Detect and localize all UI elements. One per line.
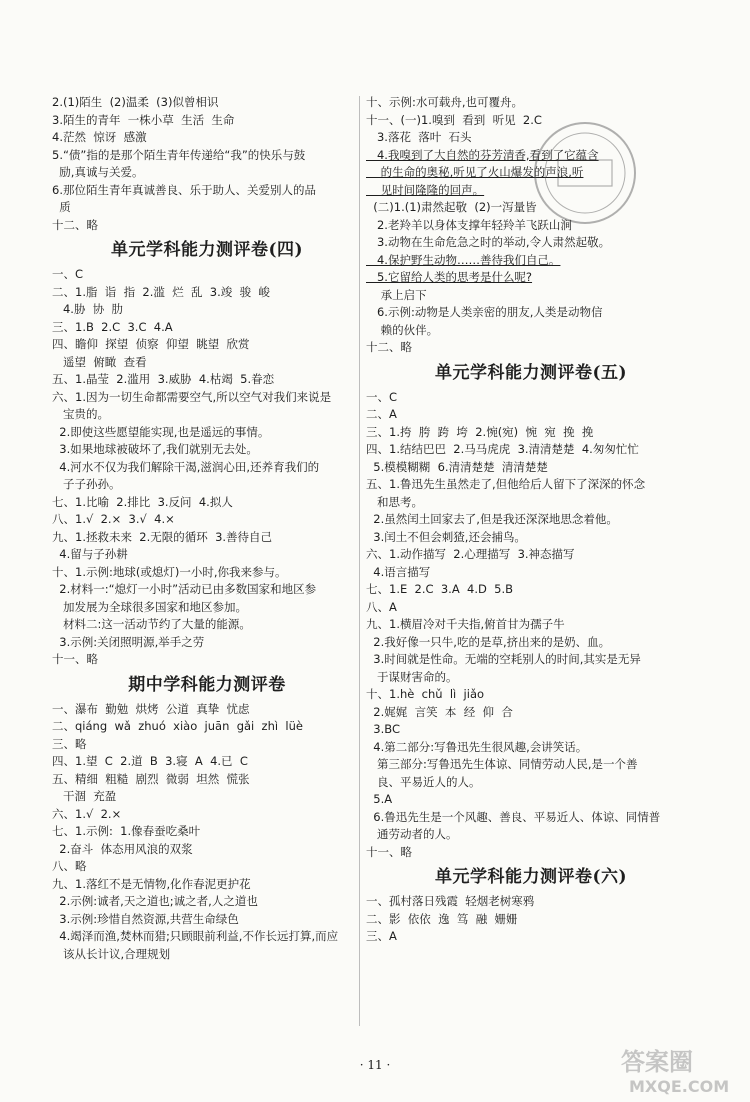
- answer-line: 十一、略: [52, 652, 98, 666]
- answer-line: 一、C: [366, 389, 398, 404]
- answer-line: 见时间隆隆的回声。: [366, 182, 485, 197]
- answer-line: 3.时间就是性命。无端的空耗别人的时间,其实是无异: [366, 652, 641, 666]
- answer-line: 6.那位陌生青年真诚善良、乐于助人、关爱别人的品: [52, 182, 316, 197]
- answer-line: 二、A: [366, 407, 397, 421]
- answer-line: 十、1.hè chǔ lì jiǎo: [366, 687, 485, 701]
- answer-line: 4.语言描写: [366, 564, 431, 579]
- answer-line: 的生命的奥秘,听见了火山爆发的声浪,听: [366, 165, 584, 179]
- answer-line: 遥望 俯瞰 查看: [52, 354, 147, 369]
- answer-line: 子子孙孙。: [52, 477, 121, 491]
- answer-line: 八、A: [366, 599, 397, 614]
- section-title: 单元学科能力测评卷(六): [434, 867, 628, 887]
- answer-line: 3.BC: [366, 722, 401, 736]
- answer-line: 质: [52, 200, 71, 214]
- answer-line: 3.闰土不但会刺猹,还会捕鸟。: [366, 529, 526, 544]
- answer-line: 十、示例:水可载舟,也可覆舟。: [366, 95, 524, 109]
- answer-line: 五、1.鲁迅先生虽然走了,但他给后人留下了深深的怀念: [366, 477, 646, 491]
- answer-line: 十、1.示例:地球(或熄灯)一小时,你我来参与。: [52, 564, 287, 579]
- answer-line: 十二、略: [366, 340, 412, 354]
- answer-line: 3.落花 落叶 石头: [366, 130, 472, 144]
- answer-line: 4.保护野生动物……善待我们自己。: [366, 252, 561, 267]
- left-column: [52, 94, 362, 963]
- answer-line: 四、1.结结巴巴 2.马马虎虎 3.清清楚楚 4.匆匆忙忙: [366, 442, 639, 456]
- answer-line: 4.竭泽而渔,焚林而猎;只顾眼前利益,不作长远打算,而应: [52, 929, 339, 943]
- answer-line: 2.老羚羊以身体支撑年轻羚羊飞跃山涧: [366, 217, 572, 232]
- section-title: 单元学科能力测评卷(四): [110, 240, 304, 260]
- library-stamp: [530, 118, 640, 228]
- answer-line: 2.我好像一只牛,吃的是草,挤出来的是奶、血。: [366, 634, 611, 649]
- answer-line: 七、1.E 2.C 3.A 4.D 5.B: [366, 582, 514, 596]
- answer-line: 承上启下: [366, 287, 427, 302]
- answer-line: 4.胁 协 肋: [52, 302, 124, 316]
- answer-line: 三、A: [366, 929, 397, 943]
- answer-line: 2.奋斗 体态用风浪的双浆: [52, 841, 193, 856]
- answer-line: 宝贵的。: [52, 407, 109, 421]
- answer-line: 三、略: [52, 736, 87, 751]
- answer-line: 通劳动者的人。: [366, 827, 458, 841]
- answer-line: 赖的伙伴。: [366, 322, 439, 337]
- answer-line: 2.示例:诚者,天之道也;诚之者,人之道也: [52, 894, 258, 908]
- answer-line: 一、瀑布 勤勉 烘烤 公道 真挚 忧虑: [52, 701, 250, 716]
- answer-line: 励,真诚与关爱。: [52, 165, 144, 179]
- answer-line: 5.“债”指的是那个陌生青年传递给“我”的快乐与鼓: [52, 147, 306, 162]
- answer-line: 七、1.示例: 1.像春蚕吃桑叶: [52, 824, 201, 838]
- answer-line: 4.留与子孙耕: [52, 547, 128, 561]
- answer-line: 6.鲁迅先生是一个风趣、善良、平易近人、体谅、同情普: [366, 809, 661, 824]
- answer-line: 5.模模糊糊 6.清清楚楚 清清楚楚: [366, 459, 548, 474]
- answer-line: 3.陌生的青年 一株小草 生活 生命: [52, 112, 235, 127]
- answer-line: 六、1.√ 2.×: [52, 806, 122, 821]
- answer-line: 十二、略: [52, 217, 98, 232]
- answer-line: 5.它留给人类的思考是什么呢?: [366, 270, 533, 284]
- answer-line: 四、瞻仰 探望 侦察 仰望 眺望 欣赏: [52, 337, 250, 351]
- answer-line: 三、1.B 2.C 3.C 4.A: [52, 319, 173, 334]
- answer-line: 2.(1)陌生 (2)温柔 (3)似曾相识: [52, 95, 219, 109]
- answer-line: 九、1.落红不是无情物,化作春泥更护花: [52, 876, 251, 891]
- answer-line: 三、1.挎 胯 跨 垮 2.惋(宛) 惋 宛 挽 挽: [366, 424, 594, 439]
- answer-line: 4.第二部分:写鲁迅先生很风趣,会讲笑话。: [366, 739, 588, 754]
- answer-line: 2.即使这些愿望能实现,也是遥远的事情。: [52, 424, 270, 439]
- answer-line: 二、qiáng wǎ zhuó xiào juān gǎi zhì lüè: [52, 719, 303, 733]
- answer-line: 十一、略: [366, 844, 412, 859]
- page-number: · 11 ·: [359, 1058, 391, 1072]
- section-title: 单元学科能力测评卷(五): [434, 362, 628, 383]
- answer-line: 二、1.脂 诣 指 2.滥 烂 乱 3.竣 骏 峻: [52, 284, 270, 299]
- answer-line: 一、C: [52, 267, 84, 281]
- answer-line: 4.我嗅到了大自然的芬芳清香,看到了它蕴含: [366, 147, 599, 162]
- answer-line: 2.虽然闰土回家去了,但是我还深深地思念着他。: [366, 512, 618, 526]
- answer-line: 九、1.横眉冷对千夫指,俯首甘为孺子牛: [366, 617, 565, 631]
- answer-line: 3.示例:关闭照明源,举手之劳: [52, 634, 205, 649]
- answer-line: 5.A: [366, 792, 393, 806]
- answer-line: 3.如果地球被破坏了,我们就别无去处。: [52, 442, 258, 456]
- answer-line: 该从长计议,合理规划: [52, 946, 171, 961]
- watermark-logo: 答案圈: [621, 1048, 693, 1076]
- answer-line: 一、孤村落日残霞 轻烟老树寒鸦: [366, 894, 535, 908]
- answer-line: 和思考。: [366, 494, 423, 509]
- answer-line: 七、1.比喻 2.排比 3.反问 4.拟人: [52, 494, 233, 509]
- answer-line: 6.示例:动物是人类亲密的朋友,人类是动物信: [366, 305, 603, 319]
- answer-line: 八、1.√ 2.× 3.√ 4.×: [52, 512, 175, 526]
- answer-line: 九、1.拯救未来 2.无限的循环 3.善待自己: [52, 529, 273, 544]
- watermark-url: MXQE.COM: [629, 1077, 730, 1096]
- answer-line: 4.河水不仅为我们解除干渴,滋润心田,还养育我们的: [52, 459, 320, 474]
- answer-line: 3.示例:珍惜自然资源,共营生命绿色: [52, 911, 239, 926]
- site-watermark: [615, 1040, 745, 1096]
- answer-line: 四、1.望 C 2.道 B 3.寝 A 4.已 C: [52, 754, 248, 768]
- answer-line: 八、略: [52, 859, 87, 873]
- answer-line: 4.茫然 惊讶 感激: [52, 130, 147, 144]
- answer-line: 六、1.动作描写 2.心理描写 3.神态描写: [366, 547, 575, 561]
- answer-line: 第三部分:写鲁迅先生体谅、同情劳动人民,是一个善: [366, 757, 638, 771]
- section-title: 期中学科能力测评卷: [128, 674, 286, 695]
- answer-line: (二)1.(1)肃然起敬 (2)一泻量皆: [366, 200, 537, 214]
- answer-line: 加发展为全球很多国家和地区参加。: [52, 599, 247, 614]
- answer-line: 良、平易近人的人。: [366, 774, 481, 789]
- answer-line: 材料二:这一活动节约了大量的能源。: [52, 617, 251, 631]
- answer-line: 3.动物在生命危急之时的举动,令人肃然起敬。: [366, 235, 611, 249]
- answer-line: 十一、(一)1.嗅到 看到 听见 2.C: [366, 112, 542, 127]
- answer-line: 六、1.因为一切生命都需要空气,所以空气对我们来说是: [52, 389, 332, 404]
- answer-line: 五、精细 粗糙 剧烈 微弱 坦然 慌张: [52, 771, 250, 786]
- answer-line: 干涸 充盈: [52, 789, 117, 803]
- answer-line: 五、1.晶莹 2.滥用 3.威胁 4.枯竭 5.眷恋: [52, 372, 275, 386]
- answer-line: 2.材料一:“熄灯一小时”活动已由多数国家和地区参: [52, 582, 317, 596]
- answer-line: 2.娓娓 言笑 本 经 仰 合: [366, 704, 513, 719]
- answer-line: 于谋财害命的。: [366, 669, 458, 684]
- answer-line: 二、影 依依 逸 笃 融 姗姗: [366, 911, 518, 926]
